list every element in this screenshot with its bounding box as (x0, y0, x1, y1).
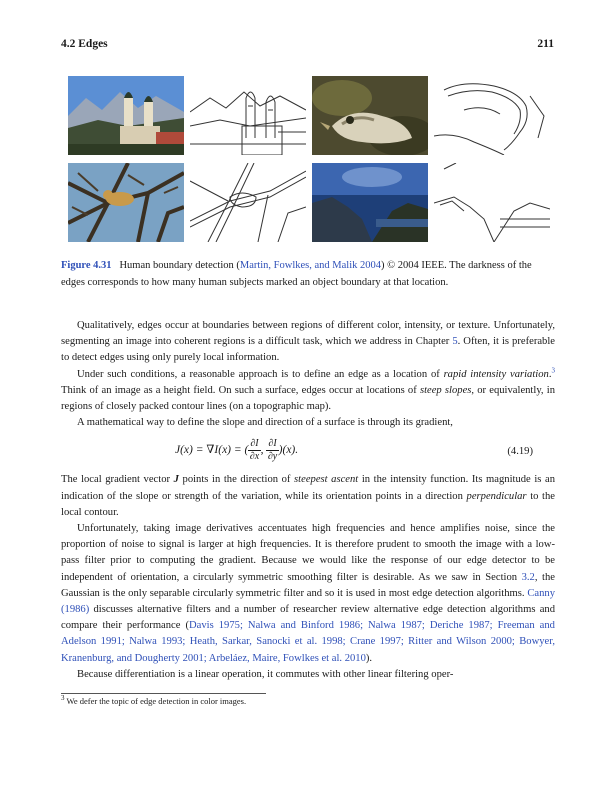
fraction-1-numerator: ∂I (250, 438, 259, 450)
photo-leopard-tree (68, 163, 184, 242)
footnote (61, 696, 555, 707)
section-title: 4.2 Edges (61, 38, 108, 50)
section-link[interactable]: 3.2 (521, 571, 535, 583)
paragraph-2-text-a: Under such conditions, a reasonable approach is to define an edge as a location of (77, 368, 444, 380)
paragraph-5-text-a: Unfortunately, taking image derivatives accentuates high frequencies and hence amplifies noise, since the proportion of noise to signal is larger at high frequencies. It is therefore prudent to smooth the image with a low-pass filter prior to computing the gradient. Because we would like the response of our edge detector to be independent of orientation, a circularly symmetric smoothing filter is desirable. As we saw in Section (61, 523, 555, 583)
citation-list-links[interactable]: Davis 1975; Nalwa and Binford 1986; Nalwa 1987; Deriche 1987; Freeman and Adelson 1991; Nalwa 1993; Heath, Sarkar, Sanocki et al. 1998; Crane 1997; Ritter and Wilson 2000; Bowyer, Kranenburg, and Dougherty 2001; Arbeláez, Maire, Fowlkes et al. 2010 (61, 620, 555, 664)
paragraph-4-text-b: points in the direction of (178, 474, 295, 486)
photo-church-mountains (68, 76, 184, 155)
citation-canny-link[interactable]: Canny (1986) (61, 587, 555, 616)
footnote-marker[interactable]: 3 (551, 366, 555, 375)
figure-label: Figure 4.31 (61, 260, 112, 271)
paragraph-2-text-c: , or equivalently, in regions of closely packed contour lines (on a topographic map). (61, 384, 556, 413)
edge-map-church (190, 76, 306, 155)
gradient-vector-symbol: J (173, 474, 179, 486)
figure-4-31-image-grid (68, 76, 548, 242)
paragraph-4-text-d: to the local contour. (61, 490, 556, 518)
equation-lhs: J(x) = ∇I(x) = ( (175, 444, 249, 457)
paragraph-1-end: . Often, it is preferable to detect edges using only purely local information. (61, 336, 555, 364)
footnote-text: We defer the topic of edge detection in color images. (64, 696, 247, 706)
paragraph-2: Under such conditions, a reasonable approach is to define an edge as a location of rapid intensity variation.$^3$ Think of an image as a height field. On such a surface, edges occur at locations of steep slopes, or equivalently, in regions of closely packed contour lines (on a topographic map). (61, 366, 556, 413)
equation-4-19 (61, 434, 555, 470)
body-text (61, 318, 555, 683)
paragraph-5-text-b: , the Gaussian is the only separable circularly symmetric filter and so it is used in most edge detection algorithms. (61, 571, 555, 599)
paragraph-3: A mathematical way to define the slope and direction of a surface is through its gradient, (77, 417, 453, 429)
emphasis-steep-slopes: steep slopes (419, 384, 472, 396)
edge-map-bird (434, 76, 550, 155)
footnote-number: 3 (61, 694, 65, 703)
paragraph-4-text-a: The local gradient vector (61, 474, 174, 486)
paragraph-1-text: Qualitatively, edges occur at boundaries between regions of different color, intensity, or texture. Unfortunately, segmenting an image into coherent regions is a difficult task, which we address in Chapter (61, 320, 555, 348)
photo-cliff-sea (312, 163, 428, 242)
page-number: 211 (537, 38, 554, 50)
equation-body: J(x) = ∇I(x) = ( $\frac{\partial I}{\partial x}$ , $\frac{\partial I}{\partial y}$ )(x). (175, 438, 299, 463)
paragraph-5-text-c: discusses alternative filters and a number of researcher review alternative edge detection algorithms and compare their performance ( (61, 604, 555, 632)
running-header (61, 38, 554, 52)
fraction-2-denominator: ∂y (267, 451, 278, 463)
chapter-link[interactable]: 5 (452, 336, 458, 348)
paragraph-2-text-b: Think of an image as a height field. On such a surface, edges occur at locations of (61, 384, 420, 396)
emphasis-perpendicular: perpendicular (466, 490, 527, 502)
figure-caption (61, 258, 555, 291)
equation-number: (4.19) (507, 446, 533, 458)
caption-citation-link[interactable]: Martin, Fowlkes, and Malik 2004 (239, 260, 382, 271)
fraction-1-denominator: ∂x (249, 451, 260, 463)
paragraph-5 (61, 521, 555, 667)
edge-map-cliff (434, 163, 550, 242)
fraction-dI-dx (248, 438, 260, 463)
fraction-2-numerator: ∂I (268, 438, 277, 450)
paragraph-6: Because differentiation is a linear operation, it commutes with other linear filtering oper- (77, 668, 454, 680)
paragraph-5-text-d: ). (365, 652, 373, 664)
paragraph-1 (61, 318, 555, 367)
footnote-divider (61, 693, 266, 694)
paragraph-4-text-c: in the intensity function. Its magnitude is an indication of the slope or strength of the variation, while its orientation points in a direction (61, 474, 556, 502)
emphasis-steepest-ascent: steepest ascent (294, 474, 359, 486)
fraction-dI-dy (266, 438, 278, 463)
caption-text-intro: Human boundary detection ( (119, 260, 240, 271)
paragraph-4 (61, 472, 555, 521)
edge-map-leopard (190, 163, 306, 242)
emphasis-rapid-intensity: rapid intensity variation (443, 368, 549, 380)
photo-bird (312, 76, 428, 155)
equation-rhs: )(x). (278, 444, 299, 457)
caption-text-rest: ) © 2004 IEEE. The darkness of the edges corresponds to how many human subjects marked an object boundary at that location. (61, 260, 532, 288)
